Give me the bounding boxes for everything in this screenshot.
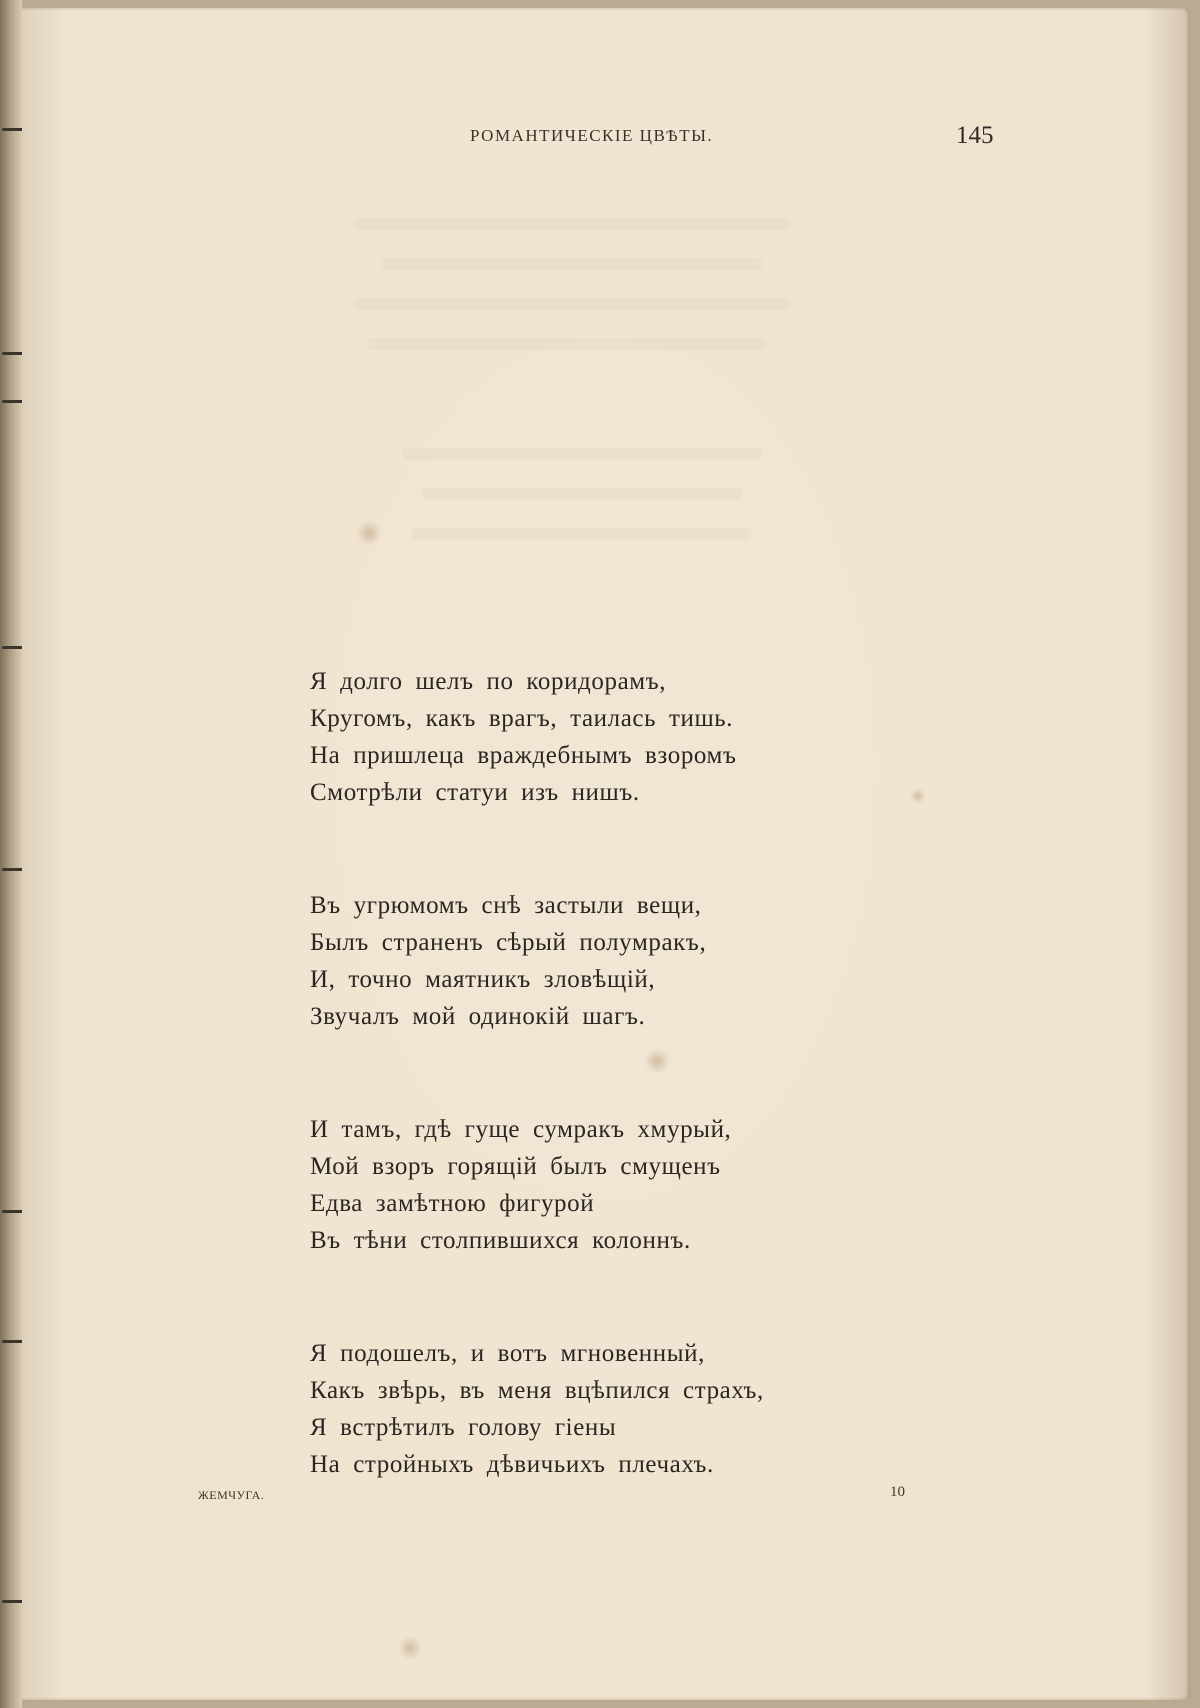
- poem-line: Я подошелъ, и вотъ мгновенный,: [310, 1340, 705, 1367]
- sheet-number: 10: [890, 1484, 905, 1500]
- show-through-mark: [352, 218, 792, 230]
- binding-stitch: [2, 400, 24, 403]
- poem-line: Едва замѣтною фигурой: [310, 1190, 595, 1217]
- foxing-spot: [356, 520, 382, 546]
- show-through-mark: [412, 528, 752, 540]
- page-number: 145: [956, 122, 994, 149]
- show-through-mark: [352, 298, 792, 310]
- foxing-spot: [910, 788, 926, 804]
- poem-line: Въ угрюмомъ снѣ застыли вещи,: [310, 892, 702, 919]
- foxing-spot: [398, 1636, 422, 1660]
- show-through-mark: [422, 488, 742, 500]
- poem-line: Звучалъ мой одинокій шагъ.: [310, 1003, 646, 1030]
- poem-line: Кругомъ, какъ врагъ, таилась тишь.: [310, 705, 734, 732]
- stanza: [310, 1335, 870, 1483]
- show-through-mark: [402, 448, 762, 460]
- stanza: [310, 663, 870, 811]
- book-binding-edge: [0, 0, 22, 1708]
- show-through-mark: [367, 338, 767, 350]
- poem-line: Въ тѣни столпившихся колоннъ.: [310, 1227, 691, 1254]
- binding-stitch: [2, 1600, 24, 1603]
- stanza: [310, 887, 870, 1035]
- poem-line: И тамъ, гдѣ гуще сумракъ хмурый,: [310, 1116, 732, 1143]
- stanza: [310, 1111, 870, 1259]
- running-header-title: РОМАНТИЧЕСКІЕ ЦВѢТЫ.: [470, 126, 714, 145]
- show-through-mark: [382, 258, 762, 270]
- poem-line: И, точно маятникъ зловѣщій,: [310, 966, 656, 993]
- binding-stitch: [2, 128, 24, 131]
- binding-stitch: [2, 646, 24, 649]
- poem-line: На стройныхъ дѣвичьихъ плечахъ.: [310, 1451, 714, 1478]
- poem-body: [310, 663, 870, 1559]
- binding-stitch: [2, 352, 24, 355]
- poem-line: Мой взоръ горящій былъ смущенъ: [310, 1153, 721, 1180]
- poem-line: На пришлеца враждебнымъ взоромъ: [310, 742, 737, 769]
- book-page: [22, 8, 1190, 1700]
- binding-stitch: [2, 868, 24, 871]
- footer-signature: ЖЕМЧУГА.: [198, 1488, 265, 1502]
- poem-line: Смотрѣли статуи изъ нишъ.: [310, 779, 640, 806]
- binding-stitch: [2, 1210, 24, 1213]
- poem-line: Какъ звѣрь, въ меня вцѣпился страхъ,: [310, 1377, 764, 1404]
- poem-line: Я встрѣтилъ голову гіены: [310, 1414, 617, 1441]
- poem-line: Былъ страненъ сѣрый полумракъ,: [310, 929, 707, 956]
- binding-stitch: [2, 1340, 24, 1343]
- poem-line: Я долго шелъ по коридорамъ,: [310, 668, 667, 695]
